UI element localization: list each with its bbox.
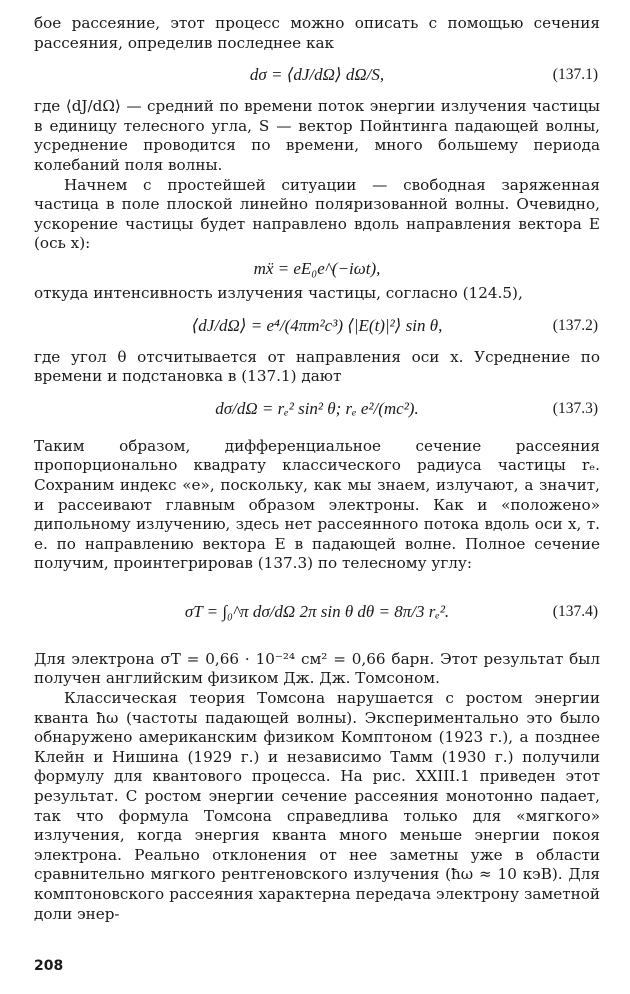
equation-motion-formula: mẍ = eE₀e^(−iωt), [253,258,381,278]
equation-motion [34,254,600,284]
equation-137-4-formula: σT = ∫₀^π dσ/dΩ 2π sin θ dθ = 8π/3 rₑ². [184,601,450,621]
paragraph-intensity: откуда интенсивность излучения частицы, согласно (124.5), [34,283,523,302]
equation-137-4 [34,574,600,650]
equation-137-1-formula: dσ = ⟨dJ/dΩ⟩ dΩ/S, [249,65,385,85]
equation-137-3 [34,387,600,431]
equation-137-1 [34,53,600,97]
equation-137-2-formula: ⟨dJ/dΩ⟩ = e⁴/(4πm²c³) ⟨|E(t)|²⟩ sin θ, [191,315,443,335]
equation-number-137-1: (137.1) [552,66,598,84]
equation-number-137-4: (137.4) [552,602,598,620]
paragraph-angle: где угол θ отсчитывается от направления оси x. Усреднение по времени и подстановка в (137.1) дают [34,347,600,386]
equation-number-137-2: (137.2) [552,316,598,334]
paragraph-thomson-value: Для электрона σT = 0,66 · 10⁻²⁴ см² = 0,66 барн. Этот результат был получен английским физиком Дж. Дж. Томсоном. [34,649,600,688]
equation-137-3-formula: dσ/dΩ = rₑ² sin² θ; rₑ e²/(mc²). [215,398,419,418]
equation-number-137-3: (137.3) [552,399,598,417]
paragraph-definitions: где ⟨dJ/dΩ⟩ — средний по времени поток энергии излучения частицы в единицу телесного угла, S — вектор Пойнтинга падающей волны, усреднение проводится по времени, много большему периода колебаний поля волны. [34,97,600,174]
paragraph-free-particle: Начнем с простейшей ситуации — свободная заряженная частица в поле плоской линейно поляризованной волны. Очевидно, ускорение частицы будет направлено вдоль направления вектора E (ось x): [34,175,600,253]
paragraph-cross-section: Таким образом, дифференциальное сечение рассеяния пропорционально квадрату классического радиуса частицы rₑ. Сохраним индекс «e», поскольку, как мы знаем, излучают, а значит, и рассеивают главным образом электроны. Как и «положено» дипольному излучению, здесь нет рассеянного потока вдоль оси x, т. е. по направлению вектора E в падающей волне. Полное сечение получим, проинтегрировав (137.3) по телесному углу: [34,436,600,573]
page-number: 208 [34,958,64,974]
paragraph-compton: Классическая теория Томсона нарушается с ростом энергии кванта ħω (частоты падающей волны). Экспериментально это было обнаружено американским физиком Комптоном (1923 г.), а позднее Клейн и Нишина (1929 г.) и независимо Тамм (1930 г.) получили формулу для квантового процесса. На рис. XXIII.1 приведен этот результат. С ростом энергии сечение рассеяния монотонно падает, так что формула Томсона справедлива только для «мягкого» излучения, когда энергия кванта много меньше энергии покоя электрона. Реально отклонения от нее заметны уже в области сравнительно мягкого рентгеновского излучения (ħω ≈ 10 кэВ). Для комптоновского рассеяния характерна передача электрону заметной доли энер- [34,689,600,923]
equation-137-2 [34,304,600,348]
paragraph-intro: бое рассеяние, этот процесс можно описать с помощью сечения рассеяния, определив последнее как [34,14,600,52]
